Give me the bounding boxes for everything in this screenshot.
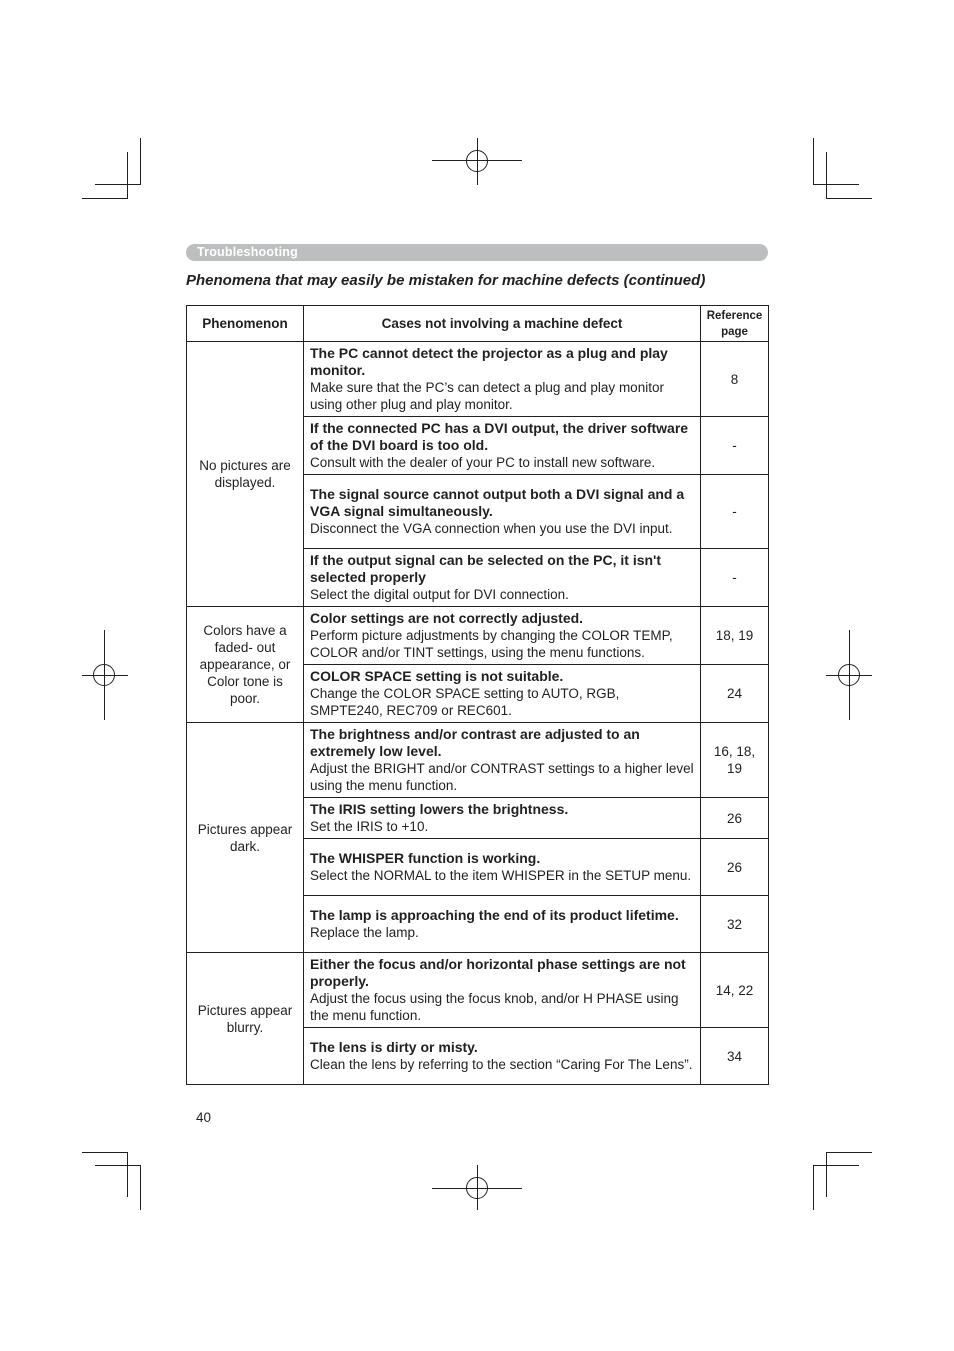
- header-cases: Cases not involving a machine defect: [304, 306, 701, 342]
- case-cell: [304, 342, 701, 417]
- case-detail: Replace the lamp.: [310, 925, 419, 940]
- case-title: The IRIS setting lowers the brightness.: [310, 801, 569, 817]
- case-cell: [304, 549, 701, 607]
- case-cell: [304, 953, 701, 1028]
- case-detail: Clean the lens by referring to the section “Caring For The Lens”.: [310, 1057, 693, 1072]
- case-detail: Adjust the focus using the focus knob, and/or H PHASE using the menu function.: [310, 991, 679, 1023]
- case-cell: [304, 798, 701, 839]
- reference-page-cell: 24: [701, 665, 769, 723]
- case-title: The signal source cannot output both a DVI signal and a VGA signal simultaneously.: [310, 486, 685, 519]
- reference-page-cell: 18, 19: [701, 607, 769, 665]
- case-cell: [304, 839, 701, 896]
- case-detail: Change the COLOR SPACE setting to AUTO, RGB, SMPTE240, REC709 or REC601.: [310, 686, 620, 718]
- case-title: Color settings are not correctly adjusted.: [310, 610, 584, 626]
- case-detail: Set the IRIS to +10.: [310, 819, 429, 834]
- case-detail: Make sure that the PC’s can detect a plug and play monitor using other plug and play monitor.: [310, 380, 664, 412]
- header-reference-line2: page: [721, 325, 748, 338]
- case-title: COLOR SPACE setting is not suitable.: [310, 668, 564, 684]
- reference-page-cell: -: [701, 417, 769, 475]
- case-cell: [304, 417, 701, 475]
- reference-page-cell: 8: [701, 342, 769, 417]
- header-reference-line1: Reference: [706, 309, 763, 322]
- case-detail: Disconnect the VGA connection when you use the DVI input.: [310, 521, 673, 536]
- page-number: 40: [196, 1110, 212, 1125]
- page-heading: Phenomena that may easily be mistaken for machine defects (continued): [186, 272, 706, 289]
- case-title: The PC cannot detect the projector as a plug and play monitor.: [310, 345, 668, 378]
- reference-page-cell: 16, 18, 19: [701, 723, 769, 798]
- table-row: [187, 607, 769, 665]
- header-phenomenon: Phenomenon: [187, 306, 304, 342]
- section-label: Troubleshooting: [197, 245, 298, 259]
- phenomenon-cell: No pictures are displayed.: [187, 342, 304, 607]
- troubleshooting-table: [186, 305, 769, 1085]
- reference-page-cell: 14, 22: [701, 953, 769, 1028]
- case-cell: [304, 607, 701, 665]
- phenomenon-cell: Colors have a faded- out appearance, or Color tone is poor.: [187, 607, 304, 723]
- table-body: [187, 342, 769, 1085]
- reference-page-cell: 34: [701, 1028, 769, 1085]
- case-title: If the connected PC has a DVI output, the driver software of the DVI board is too old.: [310, 420, 689, 453]
- reference-page-cell: 26: [701, 798, 769, 839]
- table-row: [187, 723, 769, 798]
- case-title: Either the focus and/or horizontal phase settings are not properly.: [310, 956, 686, 989]
- reference-page-cell: -: [701, 549, 769, 607]
- phenomenon-cell: Pictures appear dark.: [187, 723, 304, 953]
- section-header-bar: [186, 244, 768, 261]
- case-title: The lamp is approaching the end of its product lifetime.: [310, 907, 679, 923]
- case-cell: [304, 896, 701, 953]
- case-detail: Select the digital output for DVI connection.: [310, 587, 569, 602]
- case-detail: Adjust the BRIGHT and/or CONTRAST settings to a higher level using the menu function.: [310, 761, 694, 793]
- case-title: The brightness and/or contrast are adjusted to an extremely low level.: [310, 726, 640, 759]
- phenomenon-cell: Pictures appear blurry.: [187, 953, 304, 1085]
- case-detail: Select the NORMAL to the item WHISPER in the SETUP menu.: [310, 868, 692, 883]
- case-cell: [304, 723, 701, 798]
- case-title: If the output signal can be selected on the PC, it isn't selected properly: [310, 552, 662, 585]
- case-cell: [304, 1028, 701, 1085]
- case-detail: Consult with the dealer of your PC to install new software.: [310, 455, 656, 470]
- reference-page-cell: -: [701, 475, 769, 549]
- reference-page-cell: 26: [701, 839, 769, 896]
- table-row: [187, 342, 769, 417]
- table-row: [187, 953, 769, 1028]
- case-title: The lens is dirty or misty.: [310, 1039, 478, 1055]
- case-title: The WHISPER function is working.: [310, 850, 541, 866]
- case-cell: [304, 475, 701, 549]
- case-detail: Perform picture adjustments by changing the COLOR TEMP, COLOR and/or TINT settings, using the menu functions.: [310, 628, 673, 660]
- table-header-row: [187, 306, 769, 342]
- header-reference-page: [701, 306, 769, 342]
- reference-page-cell: 32: [701, 896, 769, 953]
- case-cell: [304, 665, 701, 723]
